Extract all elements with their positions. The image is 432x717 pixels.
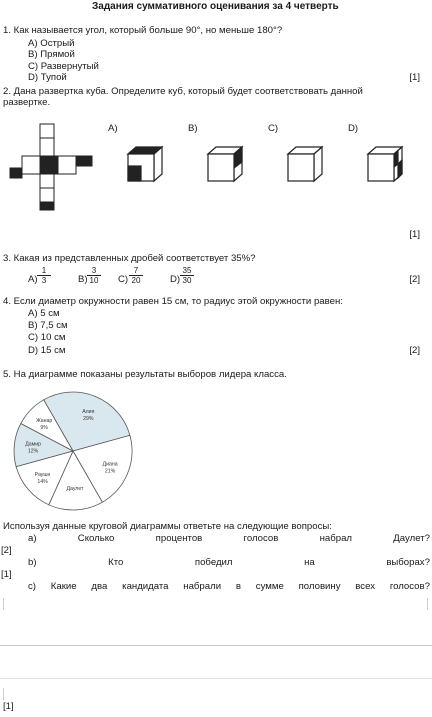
- q3-option-a-label: A): [28, 274, 38, 285]
- q5-sub-b-row: [28, 557, 430, 568]
- q5-mark-b: [1]: [1, 569, 12, 580]
- q1-option-a: А) Острый: [28, 38, 75, 49]
- q2-label-c: С): [268, 123, 279, 134]
- pie-slice-label: Раушн: [34, 472, 51, 479]
- q5-sub-a-word: набрал: [319, 533, 353, 544]
- q3-mark: [2]: [409, 274, 420, 285]
- q3-fraction-c: [129, 266, 143, 285]
- q5-sub-c-word: сумме: [255, 581, 284, 592]
- pie-slice-label: Диана: [102, 461, 118, 468]
- q5-sub-b-word: на: [304, 557, 315, 568]
- q3-fraction-a-den: 3: [37, 275, 51, 285]
- q1-option-b: В) Прямой: [28, 49, 75, 60]
- q1-option-d: D) Тупой: [28, 72, 67, 83]
- q5-sub-c-word: голосов?: [389, 581, 430, 592]
- q5-sub-b-word: выборах?: [386, 557, 430, 568]
- q5-sub-a-word: а): [28, 533, 37, 544]
- q5-sub-a-word: голосов: [243, 533, 279, 544]
- answer-line: [0, 678, 432, 679]
- q5-mark-a: [2]: [1, 545, 12, 556]
- q5-sub-c-word: в: [235, 581, 241, 592]
- q5-sub-a-word: Даулет?: [393, 533, 430, 544]
- cube-option-a: [126, 144, 166, 186]
- q5-sub-b-word: Кто: [108, 557, 124, 568]
- q2-mark: [1]: [409, 229, 420, 240]
- q5-sub-c-row: [28, 581, 430, 592]
- q5-mark-final: [1]: [3, 701, 14, 712]
- q2-label-a: А): [108, 123, 118, 134]
- cube-net-figure: [6, 122, 98, 214]
- cube-option-b: [206, 144, 246, 186]
- q3-option-d-label: D): [170, 274, 181, 285]
- pie-slice-value: 9%: [40, 425, 48, 432]
- pie-chart: [8, 390, 138, 512]
- q5-instruction: Используя данные круговой диаграммы ответьте на следующие вопросы:: [3, 521, 332, 532]
- q3-fraction-d-num: 35: [182, 266, 192, 275]
- pie-slice-label: Алия: [82, 408, 95, 415]
- pie-slice-value: 14%: [37, 479, 48, 486]
- q5-sub-b-word: b): [28, 557, 37, 568]
- answer-area-mark-left-bottom: [3, 688, 4, 700]
- q5-sub-c-word: Какие: [50, 581, 77, 592]
- cube-option-d: [366, 144, 406, 186]
- answer-area-mark-right: [427, 598, 428, 610]
- q4-option-d: D) 15 см: [28, 345, 66, 356]
- q5-sub-c-word: набрали: [183, 581, 222, 592]
- pie-slice-label: Даулет: [66, 486, 84, 493]
- q1-text: 1. Как называется угол, который больше 90°, но меньше 180°?: [3, 25, 283, 36]
- pie-slice-value: 29%: [83, 415, 94, 422]
- pie-slice-label: Дамир: [25, 441, 41, 448]
- q2-label-b: В): [188, 123, 198, 134]
- q5-sub-a-word: процентов: [155, 533, 203, 544]
- q3-option-b-label: B): [78, 274, 88, 285]
- q4-option-c: С) 10 см: [28, 332, 66, 343]
- q5-sub-c-word: c): [28, 581, 36, 592]
- q5-sub-c-word: половину: [298, 581, 341, 592]
- pie-slice-label: Жанар: [35, 418, 53, 425]
- q3-text: 3. Какая из представленных дробей соответствует 35%?: [3, 253, 256, 264]
- q5-sub-c-word: два: [91, 581, 108, 592]
- q2-text-line1: 2. Дана развертка куба. Определите куб, который будет соответствовать данной: [3, 86, 363, 97]
- q5-sub-c-word: кандидата: [122, 581, 169, 592]
- q3-option-c-label: C): [118, 274, 129, 285]
- page-title: Задания суммативного оценивания за 4 четверть: [92, 1, 339, 12]
- q5-sub-b-word: победил: [194, 557, 233, 568]
- q3-fraction-d-den: 30: [180, 275, 194, 285]
- q4-text: 4. Если диаметр окружности равен 15 см, то радиус этой окружности равен:: [3, 296, 343, 307]
- q3-fraction-a: [37, 266, 51, 285]
- q2-text-line2: развертке.: [3, 97, 51, 108]
- q5-sub-a-word: Сколько: [77, 533, 115, 544]
- q1-option-c: С) Развернутый: [28, 61, 99, 72]
- pie-slice-value: 12%: [27, 448, 39, 455]
- q3-fraction-d: [180, 266, 194, 285]
- q5-sub-a-row: [28, 533, 430, 544]
- q4-option-b: В) 7,5 см: [28, 320, 68, 331]
- q4-mark: [2]: [409, 345, 420, 356]
- q1-mark: [1]: [409, 72, 420, 83]
- q3-fraction-c-num: 7: [133, 266, 139, 275]
- q3-fraction-c-den: 20: [129, 275, 143, 285]
- q3-fraction-b: [87, 266, 101, 285]
- answer-area-mark-left: [3, 598, 4, 610]
- pie-slice-value: 21%: [104, 468, 116, 475]
- cube-option-c: [286, 144, 326, 186]
- q4-option-a: А) 5 см: [28, 308, 60, 319]
- q3-fraction-a-num: 1: [41, 266, 47, 275]
- q5-text: 5. На диаграмме показаны результаты выборов лидера класса.: [3, 369, 287, 380]
- answer-line: [0, 645, 432, 646]
- q3-fraction-b-num: 3: [91, 266, 97, 275]
- q2-label-d: D): [348, 123, 359, 134]
- q5-sub-c-word: всех: [355, 581, 376, 592]
- q3-fraction-b-den: 10: [87, 275, 101, 285]
